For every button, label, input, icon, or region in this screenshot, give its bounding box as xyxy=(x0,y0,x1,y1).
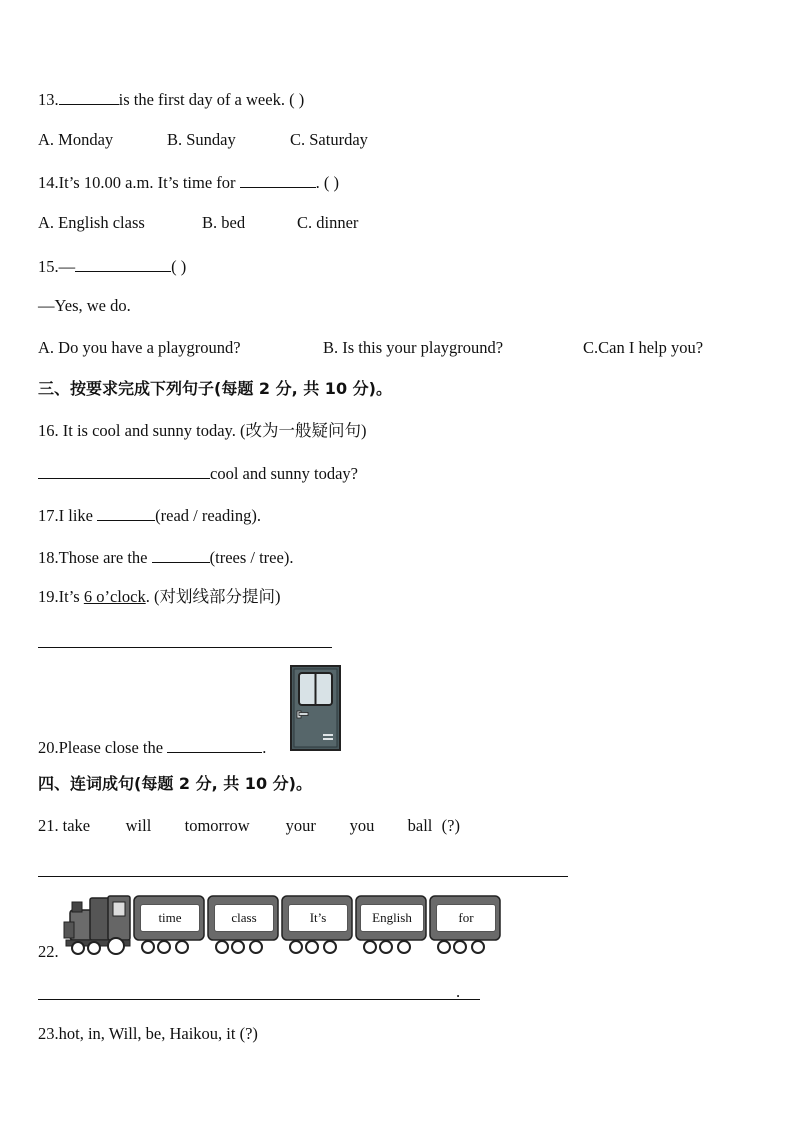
q21-word: tomorrow xyxy=(184,816,250,835)
q13-stem: 13. is the first day of a week. ( ) xyxy=(38,90,305,109)
q14-option-c[interactable]: C. dinner xyxy=(297,213,359,232)
q21-answer-line[interactable] xyxy=(38,876,568,877)
q14-options xyxy=(38,213,358,233)
q15-option-a[interactable]: A. Do you have a playground? xyxy=(38,338,241,357)
q21-word: will xyxy=(125,816,152,835)
q21-word: (?) xyxy=(441,816,460,835)
q19-underlined-part: 6 o’clock xyxy=(83,587,146,606)
q14-option-b[interactable]: B. bed xyxy=(202,213,246,232)
q13-blank[interactable] xyxy=(59,88,119,105)
q16-blank[interactable] xyxy=(38,462,210,479)
train-word-card: It’s xyxy=(288,904,348,932)
q19-answer-line[interactable] xyxy=(38,647,332,648)
q13-option-c[interactable]: C. Saturday xyxy=(290,130,368,149)
q23-stem: 23.hot, in, Will, be, Haikou, it (?) xyxy=(38,1024,258,1043)
q15-option-b[interactable]: B. Is this your playground? xyxy=(323,338,504,357)
q17-blank[interactable] xyxy=(97,504,155,521)
q22-end-mark: . xyxy=(456,982,461,1001)
q20-blank[interactable] xyxy=(167,736,262,753)
q15-answer: —Yes, we do. xyxy=(38,296,131,315)
q22-answer-line[interactable] xyxy=(38,999,480,1000)
q15-options xyxy=(38,338,703,358)
q21-stem: 21. take will tomorrow your you ball (?) xyxy=(38,816,460,835)
q15-blank[interactable] xyxy=(75,255,171,272)
q14-stem: 14.It’s 10.00 a.m. It’s time for . ( ) xyxy=(38,173,340,192)
q13-options xyxy=(38,130,368,150)
q17-stem: 17.I like (read / reading). xyxy=(38,506,261,525)
q13-option-a[interactable]: A. Monday xyxy=(38,130,114,149)
q20-stem: 20.Please close the . xyxy=(38,738,267,757)
q16-answer-line: cool and sunny today? xyxy=(38,462,358,484)
q21-word: ball xyxy=(407,816,433,835)
train-word-card: class xyxy=(214,904,274,932)
train-word-card: time xyxy=(140,904,200,932)
q15-option-c[interactable]: C.Can I help you? xyxy=(583,338,704,357)
door-picture xyxy=(290,665,341,751)
q21-word: your xyxy=(285,816,316,835)
q14-blank[interactable] xyxy=(240,171,316,188)
q19-stem: 19.It’s 6 o’clock. (对划线部分提问) xyxy=(38,587,281,606)
q18-blank[interactable] xyxy=(152,546,210,563)
q18-stem: 18.Those are the (trees / tree). xyxy=(38,548,294,567)
q14-option-a[interactable]: A. English class xyxy=(38,213,145,232)
q21-word: take xyxy=(62,816,91,835)
q21-word: you xyxy=(349,816,375,835)
section-3-title: 三、按要求完成下列句子(每题 2 分, 共 10 分)。 xyxy=(38,379,392,398)
q13-option-b[interactable]: B. Sunday xyxy=(167,130,236,149)
q22-number: 22. xyxy=(38,942,59,961)
section-4-title: 四、连词成句(每题 2 分, 共 10 分)。 xyxy=(38,774,312,793)
q15-stem: 15.— ( ) xyxy=(38,257,187,276)
q16-stem: 16. It is cool and sunny today. (改为一般疑问句) xyxy=(38,421,367,440)
train-word-card: English xyxy=(360,904,424,932)
train-word-card: for xyxy=(436,904,496,932)
train-engine-icon xyxy=(64,896,130,954)
